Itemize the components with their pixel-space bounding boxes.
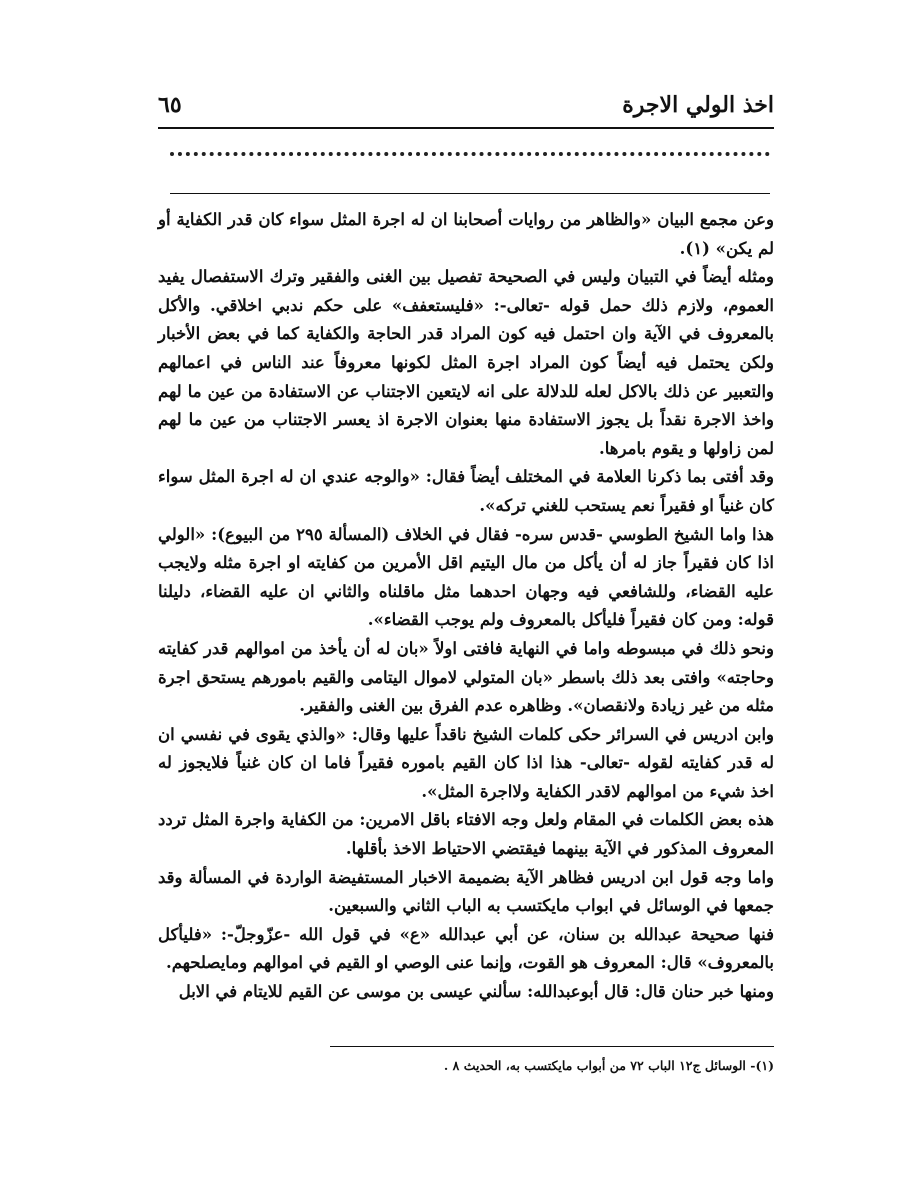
footnote: (١)- الوسائل ج١٢ الباب ٧٢ من أبواب مايكتسب به، الحديث ٨ .: [443, 1058, 774, 1073]
paragraph: وقد أفتى بما ذكرنا العلامة في المختلف أيضاً فقال: «والوجه عندي ان له اجرة المثل سواء كان غنياً او فقيراً نعم يستحب للغني تركه».: [158, 467, 774, 515]
header-rule: [158, 127, 774, 129]
paragraph: ونحو ذلك في مبسوطه واما في النهاية فافتى اولاً «بان له أن يأخذ من اموالهم قدر كفايته وحاجته» وافتى بعد ذلك باسطر «بان المتولي لاموال اليتامى والقيم بامورهم يستحق اجرة مثله من غير زيادة ولانقصان». وظاهره عدم الفرق بين الغنى والفقير.: [158, 638, 774, 716]
paragraph: وعن مجمع البيان «والظاهر من روايات أصحابنا ان له اجرة المثل سواء كان قدر الكفاية أو لم يكن» (١).: [158, 210, 774, 258]
paragraph: ومثله أيضاً في التبيان وليس في الصحيحة تفصيل بين الغنى والفقير وترك الاستفصال يفيد العموم، ولازم ذلك حمل قوله -تعالى-: «فليستعفف» على حكم ندبي اخلاقي. والأكل بالمعروف في الآية وان احتمل فيه كون المراد قدر الحاجة والكفاية كما في بعض الأخبار ولكن يحتمل فيه أيضاً كون المراد اجرة المثل لكونها معروفاً عند الناس في اعمالهم والتعبير عن ذلك بالاكل لعله للدلالة على انه لايتعين الاجتناب عن الاستفادة من عين ما لهم واخذ الاجرة نقداً بل يجوز الاستفادة منها بعنوان الاجرة اذ يعسر الاجتناب من عين ما لهم لمن زاولها و يقوم بامرها.: [158, 267, 774, 458]
footnote-rule: [330, 1046, 774, 1047]
paragraph: هذا واما الشيخ الطوسي -قدس سره- فقال في الخلاف (المسألة ٢٩٥ من البيوع): «الولي اذا كان فقيراً جاز له أن يأكل من مال اليتيم اقل الأمرين من كفايته او اجرة مثله ولايجب عليه القضاء، وللشافعي فيه وجهان احدهما مثل ماقلناه والثاني ان عليه القضاء، دليلنا قوله: ومن كان فقيراً فليأكل بالمعروف ولم يوجب القضاء».: [158, 524, 774, 630]
page-header: [158, 90, 774, 126]
paragraph: هذه بعض الكلمات في المقام ولعل وجه الافتاء باقل الامرين: من الكفاية واجرة المثل تردد المعروف المذكور في الآية بينهما فيقتضي الاحتياط الاخذ بأقلها.: [158, 810, 774, 859]
body-text: [158, 206, 774, 1007]
page-number: ٦٥: [158, 92, 182, 118]
section-rule: [170, 193, 770, 194]
paragraph: فنها صحيحة عبدالله بن سنان، عن أبي عبدالله «ع» في قول الله -عزّوجلّ-: «فليأكل بالمعروف» قال: المعروف هو القوت، وإنما عنى الوصي او القيم في اموالهم ومايصلحهم.: [158, 924, 774, 973]
paragraph: وابن ادريس في السرائر حكى كلمات الشيخ ناقداً عليها وقال: «والذي يقوى في نفسي ان له قدر كفايته لقوله -تعالى- هذا اذا كان القيم باموره فقيراً فاما ان كان غنياً فلايجوز له اخذ شيء من اموالهم لاقدر الكفاية ولااجرة المثل».: [158, 724, 774, 801]
dotted-separator: [170, 152, 770, 156]
running-title: اخذ الولي الاجرة: [622, 92, 774, 118]
paragraph: ومنها خبر حنان قال: قال أبوعبدالله: سألني عيسى بن موسى عن القيم للايتام في الابل: [178, 982, 774, 1002]
paragraph: واما وجه قول ابن ادريس فظاهر الآية بضميمة الاخبار المستفيضة الواردة في المسألة وقد جمعها في الوسائل في ابواب مايكتسب به الباب الثاني والسبعين.: [158, 867, 774, 916]
